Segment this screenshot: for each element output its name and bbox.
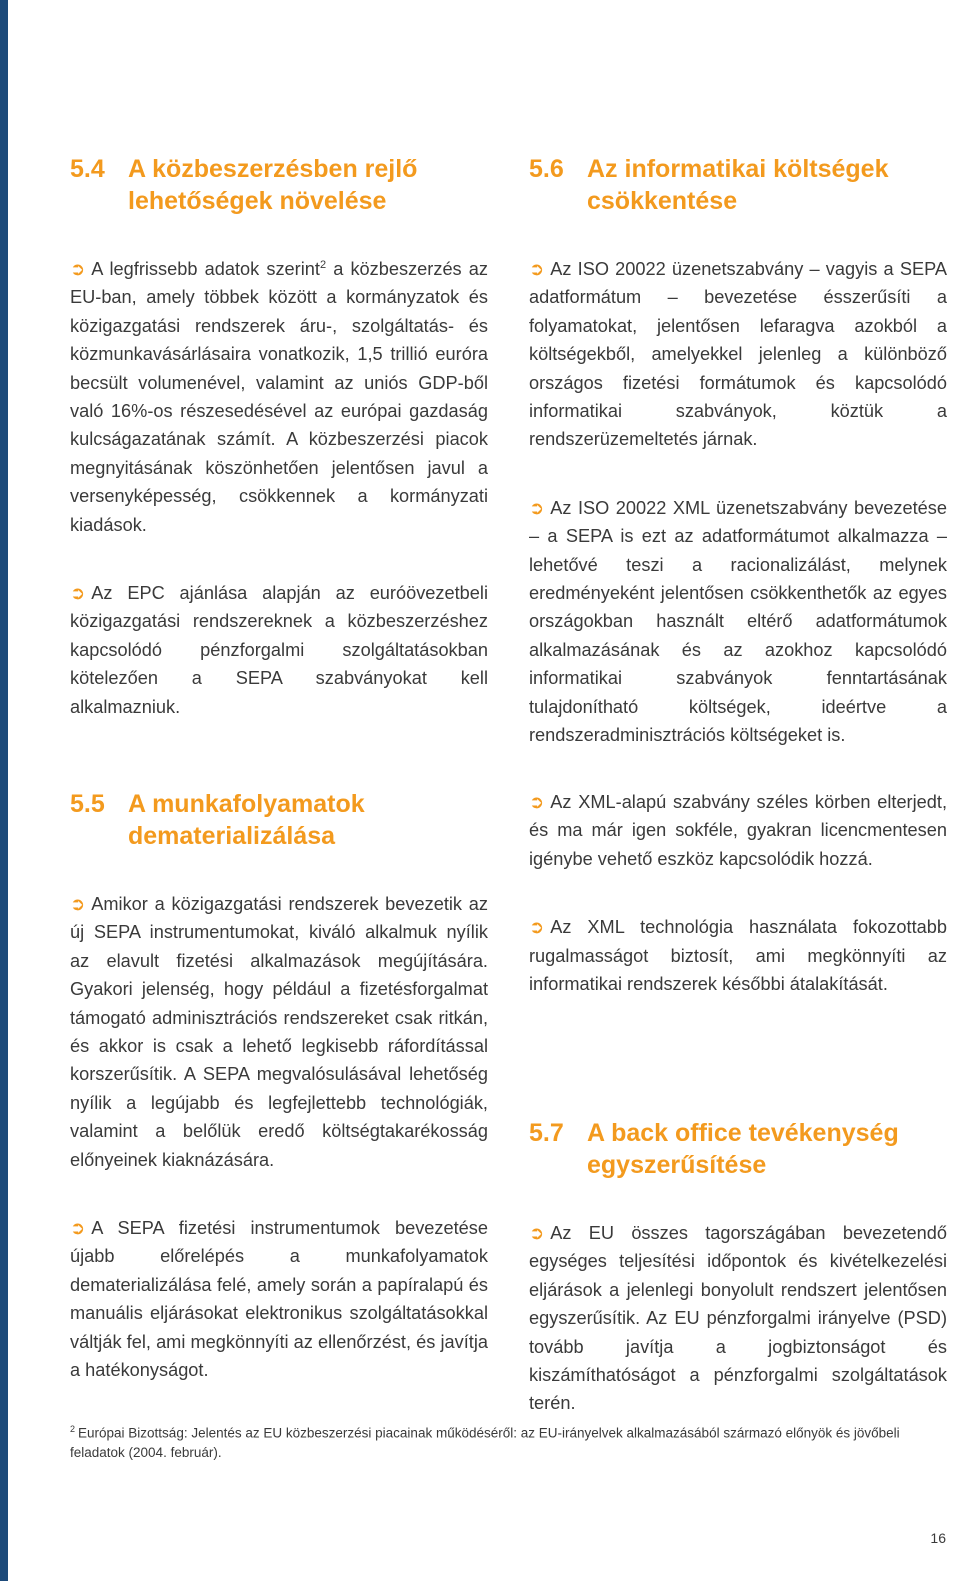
paragraph-text: Az ISO 20022 XML üzenetszabvány bevezetése – a SEPA is ezt az adatformátumot alkalmazza – lehetővé teszi a racionalizálást, melynek eredményeként jelentősen csökkenthetők az egyes országokban használt eltérő adatformátumok alkalmazásának és az azokhoz kapcsolódó informatikai szabványok fenntartásának tulajdonítható költségek, ideértve a rendszeradminisztrációs költségeket is. — [529, 497, 947, 746]
arrow-right-icon: ➲ — [70, 259, 86, 279]
paragraph-text: Az XML-alapú szabvány széles körben elterjedt, és ma már igen sokféle, gyakran licencmentesen igénybe vehető eszköz kapcsolódik hozzá. — [529, 792, 947, 869]
section-number: 5.7 — [529, 1119, 564, 1147]
paragraph-text: A legfrissebb adatok szerint — [91, 259, 320, 279]
section-5-6 — [529, 153, 947, 790]
footnote-mark: 2 — [70, 1424, 76, 1434]
paragraph — [529, 1219, 947, 1418]
section-heading — [529, 153, 947, 217]
paragraph-text: a közbeszerzés az EU-ban, amely többek között a kormányzatok és közigazgatási rendszerek áru-, szolgáltatás- és közmunkavásárlásaira vonatkozik, 1,5 trillió euróra becsült volumenével, valamint az uniós GDP-ből való 16%-os részesedésével az európai gazdaság kulcságazatának számít. A közbeszerzési piacok megnyitásának köszönhetően jelentősen javul a versenyképesség, csökkennek a kormányzati kiadások. — [70, 259, 488, 535]
section-5-5 — [70, 788, 488, 1425]
paragraph — [70, 579, 488, 721]
page-edge-bar — [0, 0, 8, 1581]
paragraph-text: Amikor a közigazgatási rendszerek bevezetik az új SEPA instrumentumokat, kiváló alkalmuk nyílik az elavult fizetési alkalmazások megújítására. Gyakori jelenség, hogy például a fizetésforgalmat támogató adminisztrációs rendszereket csak ritkán, és akkor is csak a lehető legkisebb ráfordítással korszerűsítik. A SEPA megvalósulásával lehetőség nyílik a legújabb és legfejlettebb technológiák, valamint a belőlük eredő költségtakarékosság előnyeinek kiaknázására. — [70, 894, 488, 1170]
section-heading — [70, 788, 488, 852]
section-number: 5.5 — [70, 790, 105, 818]
paragraph — [529, 494, 947, 750]
section-number: 5.6 — [529, 155, 564, 183]
paragraph — [529, 788, 947, 873]
section-5-6-continued — [529, 788, 947, 1038]
section-number: 5.4 — [70, 155, 105, 183]
page-number: 16 — [930, 1530, 946, 1546]
section-heading — [70, 153, 488, 217]
footnote-reference: 2 — [319, 258, 327, 271]
section-title: A közbeszerzésben rejlő lehetőségek növelése — [128, 155, 418, 215]
footnote-text: Európai Bizottság: Jelentés az EU közbeszerzési piacainak működéséről: az EU-irányelvek alkalmazásából származó előnyök és jövőbeli feladatok (2004. február). — [70, 1425, 900, 1460]
footnote — [70, 1420, 946, 1462]
paragraph-text: Az EU összes tagországában bevezetendő egységes teljesítési időpontok és kivételkezelési eljárások a jelenlegi bonyolult rendszert jelentősen egyszerűsítik. Az EU pénzforgalmi irányelve (PSD) tovább javítja a jogbiztonságot és kiszámíthatóságot a pénzforgalmi szolgáltatások terén. — [529, 1223, 947, 1414]
paragraph — [70, 1214, 488, 1384]
arrow-right-icon: ➲ — [529, 917, 545, 938]
arrow-right-icon: ➲ — [70, 894, 86, 914]
section-title: Az informatikai költségek csökkentése — [587, 155, 889, 215]
section-5-7 — [529, 1117, 947, 1458]
paragraph — [529, 255, 947, 454]
arrow-right-icon: ➲ — [529, 497, 545, 518]
paragraph-text: Az XML technológia használata fokozottabb rugalmasságot biztosít, ami megkönnyíti az informatikai rendszerek későbbi átalakítását. — [529, 917, 947, 995]
arrow-right-icon: ➲ — [70, 1218, 86, 1239]
arrow-right-icon: ➲ — [529, 792, 545, 812]
arrow-right-icon: ➲ — [70, 583, 86, 604]
paragraph — [70, 890, 488, 1174]
section-title: A munkafolyamatok dematerializálása — [128, 790, 365, 850]
arrow-right-icon: ➲ — [529, 1223, 545, 1243]
paragraph — [70, 255, 488, 539]
arrow-right-icon: ➲ — [529, 259, 545, 279]
section-title: A back office tevékenység egyszerűsítése — [587, 1119, 899, 1179]
paragraph-text: A SEPA fizetési instrumentumok bevezetése újabb előrelépés a munkafolyamatok dematerializálása felé, amely során a papíralapú és manuális eljárásokat elektronikus szolgáltatásokkal váltják fel, ami megkönnyíti az ellenőrzést, és javítja a hatékonyságot. — [70, 1218, 488, 1381]
section-5-4 — [70, 153, 488, 761]
paragraph — [529, 913, 947, 998]
section-heading — [529, 1117, 947, 1181]
paragraph-text: Az EPC ajánlása alapján az euróövezetbeli közigazgatási rendszereknek a közbeszerzéshez kapcsolódó pénzforgalmi szolgáltatásokban kötelezően a SEPA szabványokat kell alkalmazniuk. — [70, 583, 488, 717]
paragraph-text: Az ISO 20022 üzenetszabvány – vagyis a SEPA adatformátum – bevezetése ésszerűsíti a folyamatokat, jelentősen lefaragva azokból a költségekből, amelyekkel jelenleg a különböző országos fizetési formátumok és kapcsolódó informatikai szabványok, köztük a rendszerüzemeltetés járnak. — [529, 259, 947, 450]
